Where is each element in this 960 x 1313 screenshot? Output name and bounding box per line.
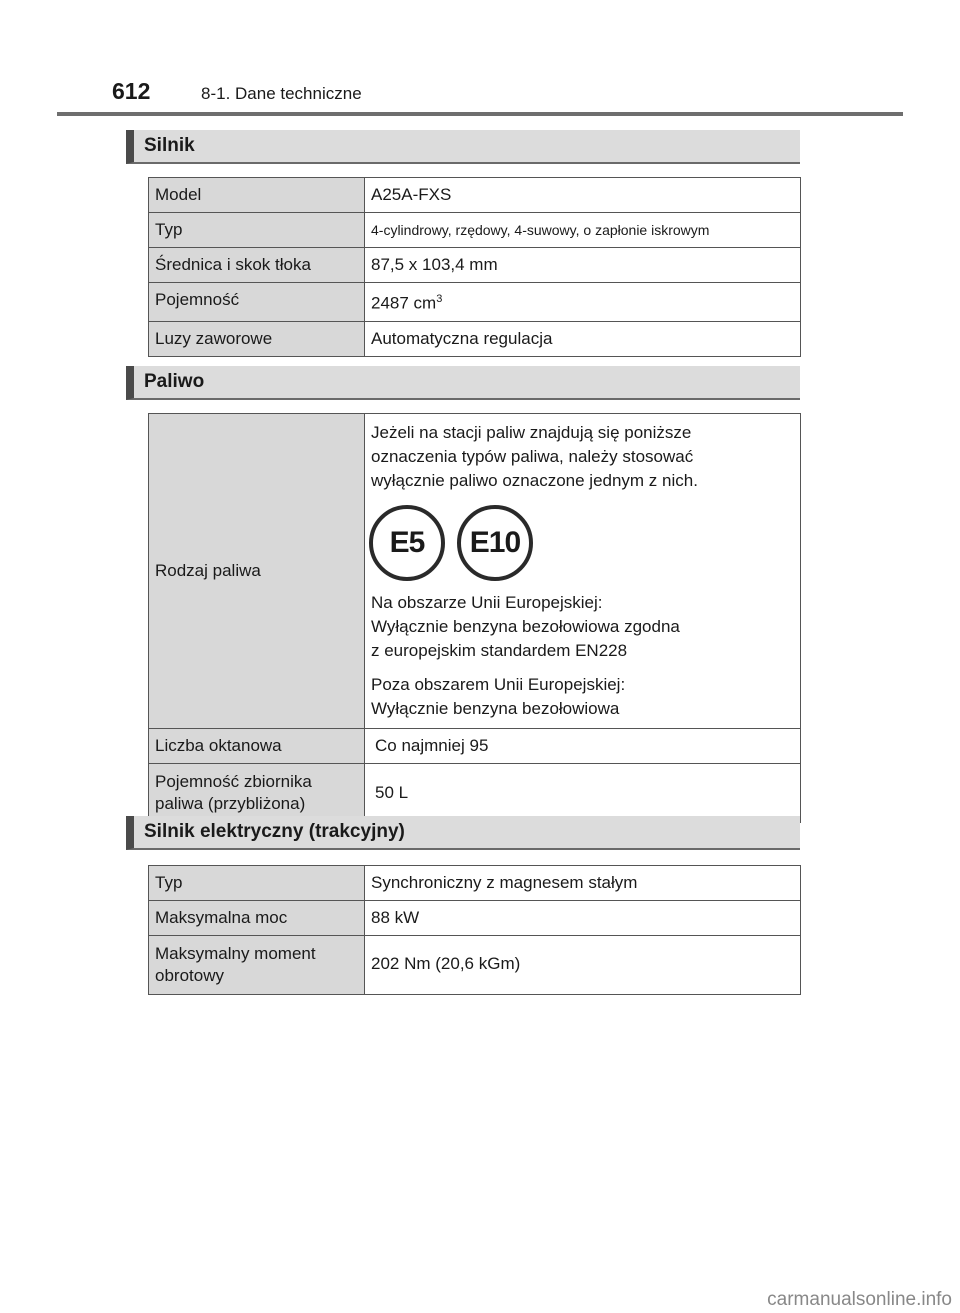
table-row xyxy=(149,866,801,901)
eu-fuel-text: Na obszarze Unii Europejskiej: Wyłącznie benzyna bezołowiowa zgodna z europejskim standardem EN228 xyxy=(371,593,680,660)
row-value: A25A-FXS xyxy=(365,178,801,213)
section-engine-heading xyxy=(126,130,800,164)
row-value: 88 kW xyxy=(365,901,801,936)
e10-fuel-icon: E10 xyxy=(457,505,533,581)
fuel-type-value xyxy=(365,414,801,729)
page-header xyxy=(0,0,960,120)
row-label: Typ xyxy=(149,866,365,901)
row-value: Co najmniej 95 xyxy=(365,729,801,764)
motor-table xyxy=(148,865,801,995)
row-label: Maksymalna moc xyxy=(149,901,365,936)
non-eu-fuel-text: Poza obszarem Unii Europejskiej: Wyłącznie benzyna bezołowiowa xyxy=(371,675,626,718)
table-row xyxy=(149,901,801,936)
row-value: 87,5 x 103,4 mm xyxy=(365,248,801,283)
unit-superscript: 3 xyxy=(436,293,443,305)
row-value: 50 L xyxy=(365,764,801,823)
row-label: Liczba oktanowa xyxy=(149,729,365,764)
chapter-title: 8-1. Dane techniczne xyxy=(201,84,362,103)
page-number: 612 xyxy=(112,78,151,104)
header-rule xyxy=(57,112,903,116)
row-value: Synchroniczny z magnesem stałym xyxy=(365,866,801,901)
table-row xyxy=(149,213,801,248)
fuel-table xyxy=(148,413,801,823)
row-label: Średnica i skok tłoka xyxy=(149,248,365,283)
engine-table xyxy=(148,177,801,357)
table-row xyxy=(149,283,801,322)
section-title: Silnik xyxy=(144,135,195,156)
table-row xyxy=(149,321,801,356)
row-label: Maksymalny moment obrotowy xyxy=(149,936,365,995)
fuel-intro-text: Jeżeli na stacji paliw znajdują się poniższe oznaczenia typów paliwa, należy stosować wyłącznie paliwo oznaczone jednym z nich. xyxy=(371,423,698,490)
table-row xyxy=(149,936,801,995)
section-motor-heading xyxy=(126,816,800,850)
displacement-value: 2487 cm xyxy=(371,293,437,313)
row-label: Pojemność xyxy=(149,283,365,322)
row-label: Typ xyxy=(149,213,365,248)
row-value: 202 Nm (20,6 kGm) xyxy=(365,936,801,995)
row-label: Luzy zaworowe xyxy=(149,321,365,356)
row-label: Model xyxy=(149,178,365,213)
e5-fuel-icon: E5 xyxy=(369,505,445,581)
table-row xyxy=(149,248,801,283)
table-row xyxy=(149,414,801,729)
row-label: Rodzaj paliwa xyxy=(149,414,365,729)
table-row xyxy=(149,764,801,823)
row-label: Pojemność zbiornika paliwa (przybliżona) xyxy=(149,764,365,823)
table-row xyxy=(149,729,801,764)
section-fuel-heading xyxy=(126,366,800,400)
fuel-symbols xyxy=(369,505,794,581)
section-title: Paliwo xyxy=(144,371,205,392)
table-row xyxy=(149,178,801,213)
row-value: 4-cylindrowy, rzędowy, 4-suwowy, o zapłonie iskrowym xyxy=(365,213,801,248)
row-value xyxy=(365,283,801,322)
watermark: carmanualsonline.info xyxy=(767,1289,952,1310)
section-title: Silnik elektryczny (trakcyjny) xyxy=(144,821,405,842)
row-value: Automatyczna regulacja xyxy=(365,321,801,356)
